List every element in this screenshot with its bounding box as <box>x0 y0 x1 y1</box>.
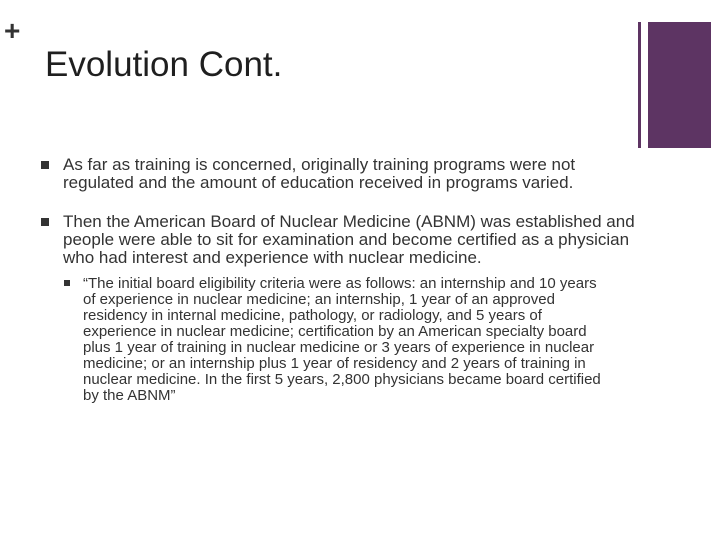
accent-bar-thick <box>648 22 711 148</box>
plus-icon: + <box>4 15 21 46</box>
square-bullet-icon <box>41 218 49 226</box>
bullet-text: Then the American Board of Nuclear Medicine (ABNM) was established and people were able to sit for examination and become certified as a physician who had interest and experience with nuclear medicine. <box>63 212 635 267</box>
square-bullet-icon <box>41 161 49 169</box>
bullet-text: As far as training is concerned, originally training programs were not regulated and the amount of education received in programs varied. <box>63 155 576 192</box>
square-bullet-icon <box>64 280 70 286</box>
sub-bullet-text: “The initial board eligibility criteria were as follows: an internship and 10 years of experience in nuclear medicine; an internship, 1 year of an approved residency in internal medicine, pathology, or radiology, and 5 years of experience in nuclear medicine; certification by an American specialty board plus 1 year of training in nuclear medicine or 3 years of experience in nuclear medicine; or an internship plus 1 year of residency and 2 years of training in nuclear medicine. In the first 5 years, 2,800 physicians became board certified by the ABNM” <box>83 275 601 404</box>
accent-bar-thin <box>638 22 641 148</box>
bullet-item <box>40 213 640 267</box>
slide-content <box>40 156 640 404</box>
bullet-item <box>40 156 640 192</box>
sub-bullet-item <box>63 276 611 404</box>
slide-title: Evolution Cont. <box>45 45 283 84</box>
